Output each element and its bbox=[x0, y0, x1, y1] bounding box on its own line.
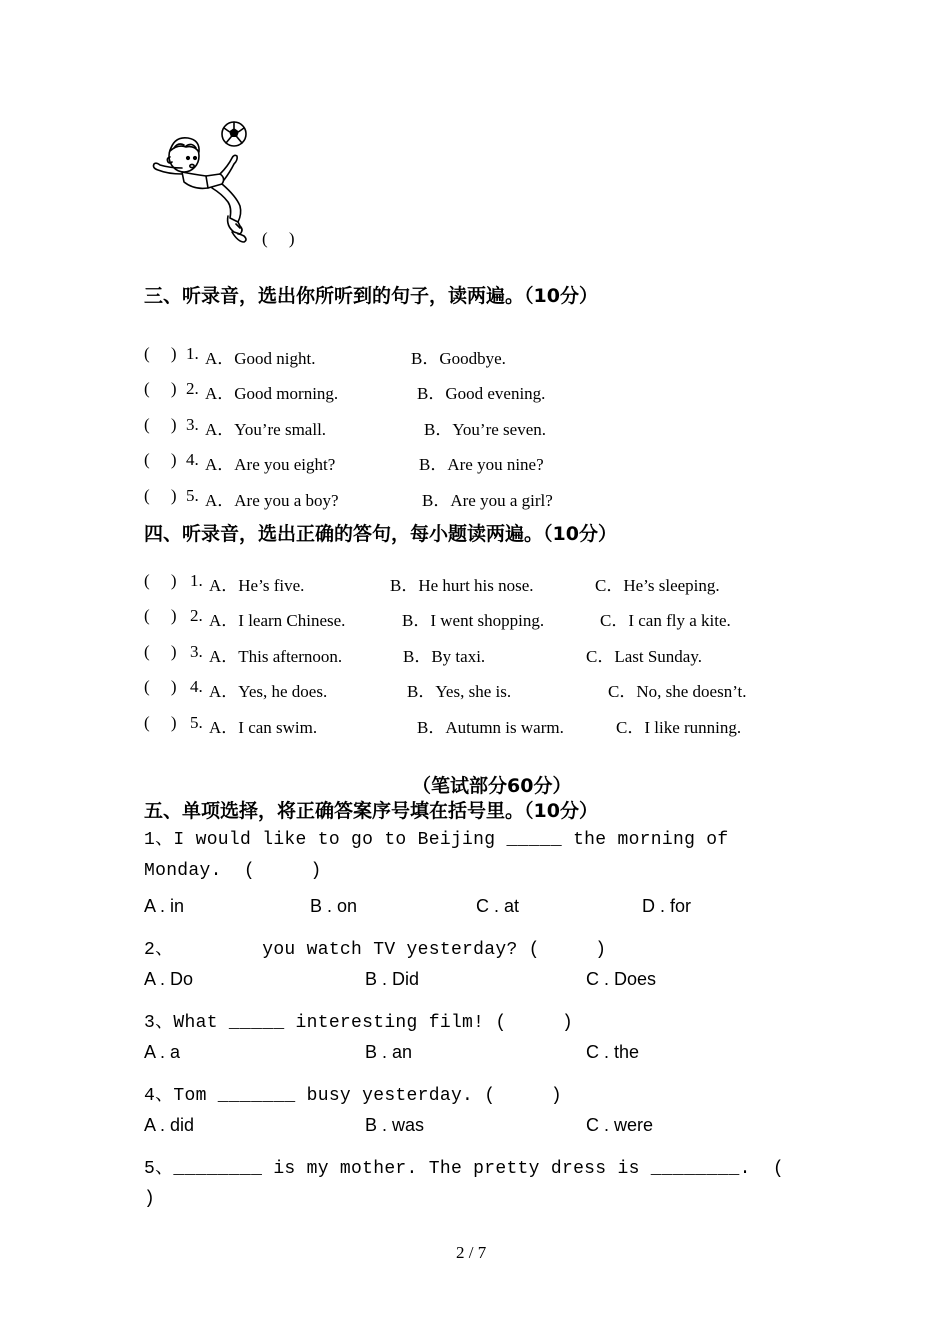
q1-options bbox=[0, 896, 950, 922]
answer-bracket[interactable]: ( ) bbox=[144, 415, 177, 434]
option-b: B . Did bbox=[365, 969, 420, 989]
option-c: C．He’s sleeping. bbox=[595, 576, 720, 595]
question-number: 4. bbox=[186, 450, 199, 469]
option-a: A．Are you a boy? bbox=[205, 491, 339, 510]
section4-title: 四、听录音，选出正确的答句，每小题读两遍。（10分） bbox=[144, 523, 617, 545]
question-number: 2. bbox=[190, 606, 203, 625]
boy-football-illustration bbox=[148, 118, 258, 246]
page-number: 2 / 7 bbox=[456, 1243, 487, 1262]
question-number: 2. bbox=[186, 379, 199, 398]
option-b: B．I went shopping. bbox=[402, 611, 545, 630]
q1-line1: 1、I would like to go to Beijing _____ the morning of bbox=[144, 830, 729, 850]
option-c: C . Does bbox=[586, 969, 657, 989]
q1-line2: Monday. ( ) bbox=[144, 861, 322, 881]
q3-line1: 3、What _____ interesting film! ( ) bbox=[144, 1013, 574, 1033]
section5-title: 五、单项选择，将正确答案序号填在括号里。（10分） bbox=[144, 800, 598, 822]
top-item-answer-bracket[interactable]: ( ) bbox=[262, 229, 295, 248]
option-a: A．Yes, he does. bbox=[209, 682, 328, 701]
answer-bracket[interactable]: ( ) bbox=[144, 571, 177, 590]
option-c: C . at bbox=[476, 896, 520, 916]
section3-item-2 bbox=[0, 379, 950, 405]
option-a: A . did bbox=[144, 1115, 195, 1135]
option-b: B．Autumn is warm. bbox=[417, 718, 564, 737]
section4-item-5 bbox=[0, 713, 950, 739]
option-b: B．Yes, she is. bbox=[407, 682, 512, 701]
option-b: B．By taxi. bbox=[403, 647, 486, 666]
option-b: B．Are you nine? bbox=[419, 455, 544, 474]
section3-item-5 bbox=[0, 486, 950, 512]
option-b: B．You’re seven. bbox=[424, 420, 546, 439]
question-number: 4. bbox=[190, 677, 203, 696]
q2-line1: 2、 you watch TV yesterday? ( ) bbox=[144, 940, 607, 960]
question-number: 3. bbox=[186, 415, 199, 434]
answer-bracket[interactable]: ( ) bbox=[144, 713, 177, 732]
option-c: C．Last Sunday. bbox=[586, 647, 703, 666]
option-b: B．Are you a girl? bbox=[422, 491, 553, 510]
option-a: A . a bbox=[144, 1042, 181, 1062]
question-number: 5. bbox=[190, 713, 203, 732]
answer-bracket[interactable]: ( ) bbox=[144, 677, 177, 696]
q2-options bbox=[0, 969, 950, 995]
option-a: A．I can swim. bbox=[209, 718, 318, 737]
answer-bracket[interactable]: ( ) bbox=[144, 344, 177, 363]
written-part-title: （笔试部分60分） bbox=[412, 775, 572, 797]
option-b: B . an bbox=[365, 1042, 413, 1062]
section3-item-4 bbox=[0, 450, 950, 476]
section3-item-1 bbox=[0, 344, 950, 370]
option-a: A．I learn Chinese. bbox=[209, 611, 346, 630]
option-b: B . was bbox=[365, 1115, 425, 1135]
q5-line2: ) bbox=[144, 1189, 156, 1209]
question-number: 1. bbox=[190, 571, 203, 590]
option-c: C．No, she doesn’t. bbox=[608, 682, 747, 701]
option-c: C . were bbox=[586, 1115, 654, 1135]
section3-item-3 bbox=[0, 415, 950, 441]
option-a: A．This afternoon. bbox=[209, 647, 343, 666]
option-b: B．Good evening. bbox=[417, 384, 546, 403]
answer-bracket[interactable]: ( ) bbox=[144, 450, 177, 469]
option-c: C．I like running. bbox=[616, 718, 742, 737]
answer-bracket[interactable]: ( ) bbox=[144, 486, 177, 505]
option-a: A．Are you eight? bbox=[205, 455, 336, 474]
q4-options bbox=[0, 1115, 950, 1141]
answer-bracket[interactable]: ( ) bbox=[144, 606, 177, 625]
option-b: B．He hurt his nose. bbox=[390, 576, 534, 595]
q3-options bbox=[0, 1042, 950, 1068]
option-a: A．He’s five. bbox=[209, 576, 305, 595]
option-a: A．Good morning. bbox=[205, 384, 339, 403]
option-a: A . in bbox=[144, 896, 185, 916]
option-a: A．You’re small. bbox=[205, 420, 327, 439]
answer-bracket[interactable]: ( ) bbox=[144, 379, 177, 398]
option-d: D . for bbox=[642, 896, 692, 916]
question-number: 5. bbox=[186, 486, 199, 505]
question-number: 3. bbox=[190, 642, 203, 661]
option-a: A．Good night. bbox=[205, 349, 316, 368]
q4-line1: 4、Tom _______ busy yesterday. ( ) bbox=[144, 1086, 562, 1106]
section3-title: 三、听录音，选出你所听到的句子，读两遍。（10分） bbox=[144, 285, 598, 307]
section4-item-2 bbox=[0, 606, 950, 632]
option-a: A . Do bbox=[144, 969, 194, 989]
option-c: C . the bbox=[586, 1042, 640, 1062]
option-c: C．I can fly a kite. bbox=[600, 611, 731, 630]
option-b: B . on bbox=[310, 896, 358, 916]
section4-item-3 bbox=[0, 642, 950, 668]
question-number: 1. bbox=[186, 344, 199, 363]
section4-item-1 bbox=[0, 571, 950, 597]
option-b: B．Goodbye. bbox=[411, 349, 506, 368]
q5-line1: 5、________ is my mother. The pretty dress is ________. ( bbox=[144, 1159, 784, 1179]
answer-bracket[interactable]: ( ) bbox=[144, 642, 177, 661]
section4-item-4 bbox=[0, 677, 950, 703]
